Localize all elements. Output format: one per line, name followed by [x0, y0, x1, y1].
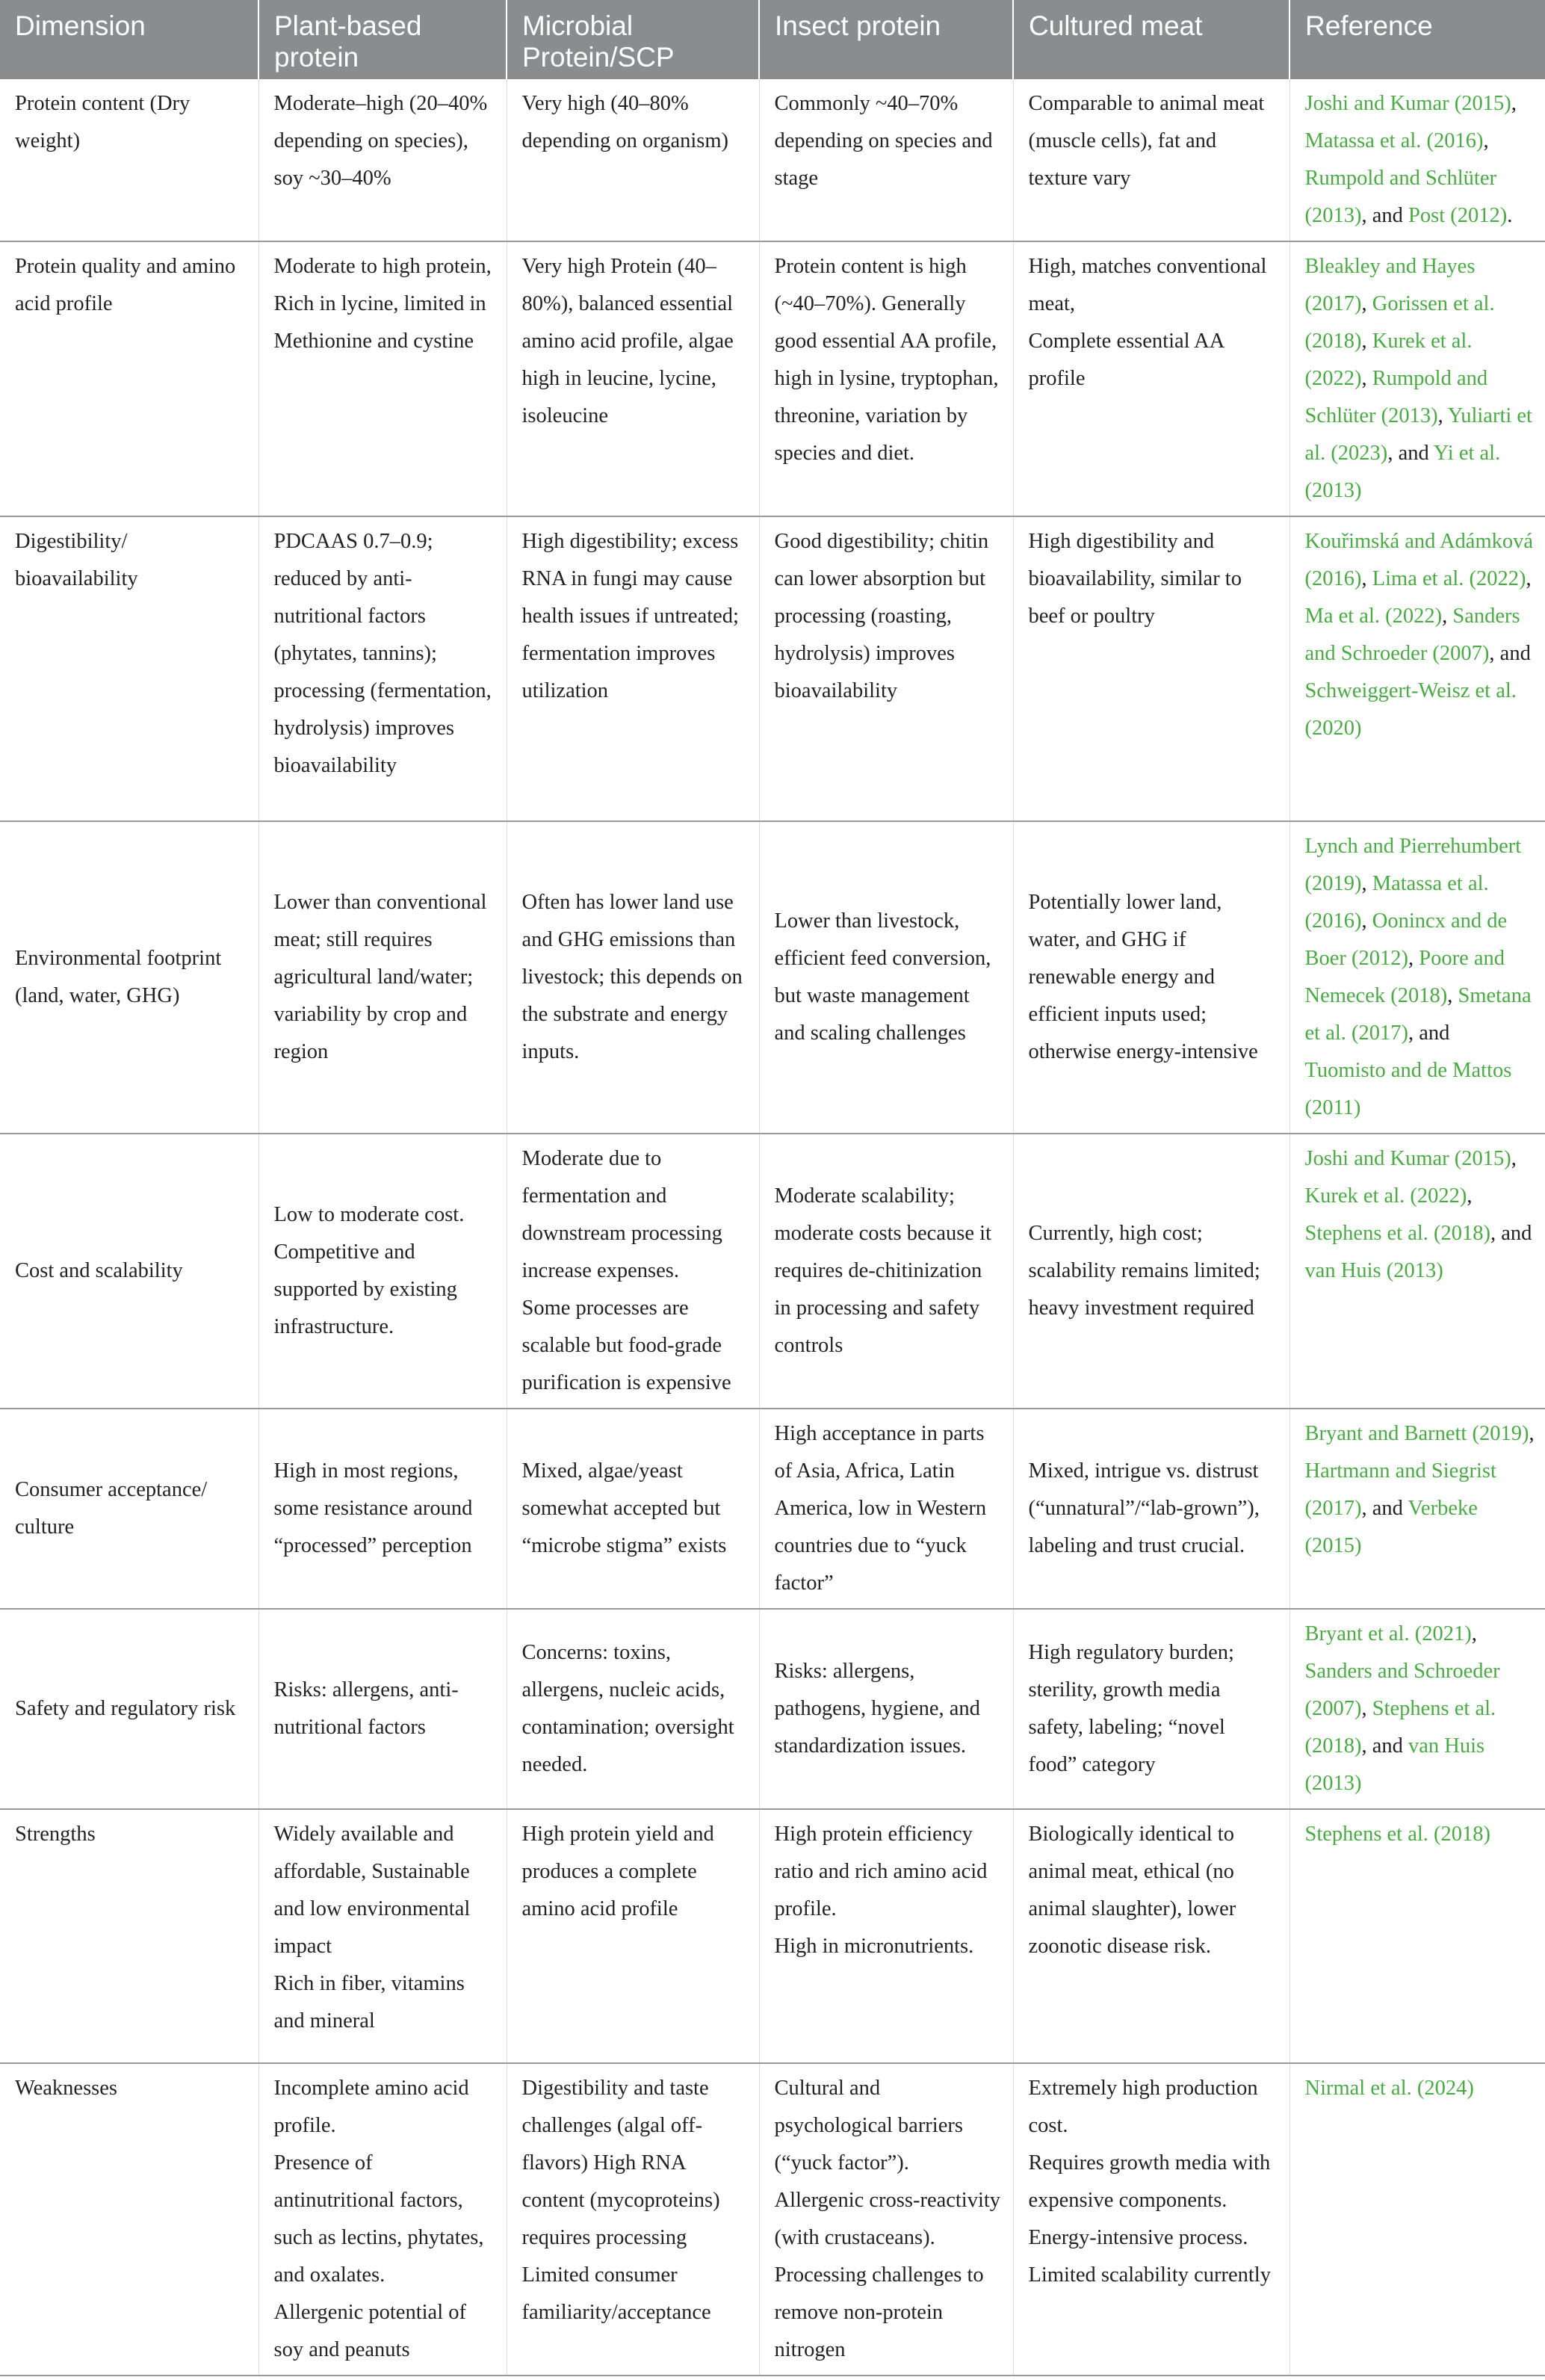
- cell-insect: [759, 516, 1013, 821]
- cell-microbial: [507, 821, 759, 1134]
- reference-link[interactable]: Joshi and Kumar (2015): [1304, 1147, 1511, 1170]
- reference-link[interactable]: Nirmal et al. (2024): [1304, 2077, 1474, 2100]
- reference-separator: ,: [1361, 872, 1372, 895]
- cell-line: High digestibility; excess RNA in fungi may cause health issues if untreated; fermentation improves utilization: [521, 530, 739, 702]
- cell-line: Protein content is high (~40–70%). Generally good essential AA profile, high in lysine, tryptophan, threonine, variation by species and diet.: [774, 255, 999, 465]
- reference-link[interactable]: Yuliarti et al. (2023): [1304, 404, 1532, 465]
- cell-line: Moderate to high protein, Rich in lycine, limited in Methionine and cystine: [273, 255, 492, 353]
- cell-microbial: [507, 241, 759, 516]
- cell-cultured-meat: [1013, 241, 1289, 516]
- cell-reference: [1289, 821, 1545, 1134]
- reference-separator: ,: [1471, 1622, 1477, 1645]
- reference-link[interactable]: Hartmann and Siegrist (2017): [1304, 1459, 1496, 1520]
- reference-link[interactable]: van Huis (2013): [1304, 1734, 1485, 1795]
- reference-separator: , and: [1361, 204, 1409, 227]
- cell-insect: [759, 241, 1013, 516]
- reference-link[interactable]: Stephens et al. (2018): [1304, 1823, 1491, 1846]
- reference-link[interactable]: Lynch and Pierrehumbert (2019): [1304, 835, 1522, 895]
- cell-reference: [1289, 241, 1545, 516]
- reference-link[interactable]: Stephens et al. (2018): [1304, 1222, 1491, 1245]
- header-microbial: Microbial Protein/SCP: [507, 0, 759, 79]
- cell-line: High digestibility and bioavailability, similar to beef or poultry: [1028, 530, 1242, 628]
- reference-link[interactable]: Stephens et al. (2018): [1304, 1697, 1496, 1758]
- cell-line: Strengths: [15, 1823, 96, 1846]
- cell-dimension: [0, 821, 258, 1134]
- reference-separator: , and: [1387, 442, 1434, 465]
- reference-link[interactable]: Verbeke (2015): [1304, 1497, 1478, 1557]
- cell-dimension: [0, 1809, 258, 2063]
- cell-line: Some processes are scalable but food-grade purification is expensive: [521, 1296, 731, 1394]
- reference-link[interactable]: Post (2012): [1408, 204, 1508, 227]
- cell-line: Requires growth media with expensive components.: [1028, 2151, 1271, 2212]
- cell-dimension: [0, 1134, 258, 1409]
- cell-reference: [1289, 1409, 1545, 1609]
- cell-plant-based: [258, 241, 507, 516]
- cell-line: Presence of antinutritional factors, such as lectins, phytates, and oxalates.: [273, 2151, 484, 2287]
- reference-separator: ,: [1361, 292, 1372, 315]
- table-row: [0, 2063, 1545, 2376]
- reference-separator: ,: [1483, 129, 1489, 152]
- header-insect: Insect protein: [759, 0, 1013, 79]
- cell-line: Moderate due to fermentation and downstream processing increase expenses.: [521, 1147, 722, 1282]
- cell-microbial: [507, 2063, 759, 2376]
- cell-line: Weaknesses: [15, 2077, 117, 2100]
- cell-plant-based: [258, 1609, 507, 1809]
- cell-line: High acceptance in parts of Asia, Africa, Latin America, low in Western countries due to “yuck factor”: [774, 1422, 987, 1595]
- reference-link[interactable]: Sanders and Schroeder (2007): [1304, 605, 1520, 665]
- cell-reference: [1289, 516, 1545, 821]
- table-row: [0, 241, 1545, 516]
- cell-line: Protein quality and amino acid profile: [15, 255, 236, 315]
- cell-line: Lower than conventional meat; still requires agricultural land/water; variability by crop and region: [273, 891, 487, 1063]
- reference-link[interactable]: Kurek et al. (2022): [1304, 1184, 1467, 1208]
- cell-cultured-meat: [1013, 1809, 1289, 2063]
- cell-line: Concerns: toxins, allergens, nucleic acids, contamination; oversight needed.: [521, 1641, 734, 1776]
- reference-separator: ,: [1529, 1422, 1535, 1445]
- reference-separator: .: [1507, 204, 1513, 227]
- cell-line: Environmental footprint (land, water, GHG): [15, 947, 222, 1007]
- cell-microbial: [507, 79, 759, 241]
- cell-dimension: [0, 1609, 258, 1809]
- cell-line: High protein yield and produces a complete amino acid profile: [521, 1823, 714, 1920]
- cell-line: Cost and scalability: [15, 1259, 183, 1282]
- cell-line: Complete essential AA profile: [1028, 330, 1224, 390]
- table-row: [0, 821, 1545, 1134]
- cell-line: Cultural and psychological barriers (“yuck factor”).: [774, 2077, 963, 2175]
- reference-link[interactable]: Kouřimská and Adámková (2016): [1304, 530, 1534, 590]
- cell-microbial: [507, 1609, 759, 1809]
- reference-separator: ,: [1526, 567, 1532, 590]
- cell-line: Limited consumer familiarity/acceptance: [521, 2263, 711, 2324]
- reference-link[interactable]: Sanders and Schroeder (2007): [1304, 1660, 1500, 1720]
- reference-separator: ,: [1361, 1697, 1372, 1720]
- table-row: [0, 1609, 1545, 1809]
- cell-line: High protein efficiency ratio and rich amino acid profile.: [774, 1823, 988, 1920]
- reference-link[interactable]: Yi et al. (2013): [1304, 442, 1501, 502]
- cell-line: Currently, high cost; scalability remains limited; heavy investment required: [1028, 1222, 1260, 1320]
- reference-separator: ,: [1437, 404, 1448, 427]
- cell-line: High, matches conventional meat,: [1028, 255, 1267, 315]
- reference-separator: , and: [1490, 1222, 1532, 1245]
- cell-line: Allergenic potential of soy and peanuts: [273, 2301, 466, 2361]
- cell-line: Protein content (Dry weight): [15, 92, 191, 152]
- reference-separator: ,: [1361, 567, 1372, 590]
- cell-line: PDCAAS 0.7–0.9; reduced by anti-nutritional factors (phytates, tannins); processing (fermentation, hydrolysis) improves bioavailability: [273, 530, 492, 777]
- cell-cultured-meat: [1013, 2063, 1289, 2376]
- cell-cultured-meat: [1013, 516, 1289, 821]
- reference-link[interactable]: Rumpold and Schlüter (2013): [1304, 167, 1496, 227]
- header-dimension: Dimension: [0, 0, 258, 79]
- reference-separator: ,: [1511, 1147, 1517, 1170]
- cell-cultured-meat: [1013, 1409, 1289, 1609]
- reference-link[interactable]: Bryant and Barnett (2019): [1304, 1422, 1529, 1445]
- cell-line: Very high (40–80% depending on organism): [521, 92, 729, 152]
- cell-line: Moderate–high (20–40% depending on species), soy ~30–40%: [273, 92, 488, 190]
- cell-line: High in most regions, some resistance around “processed” perception: [273, 1459, 473, 1557]
- cell-line: Risks: allergens, pathogens, hygiene, and standardization issues.: [774, 1660, 980, 1758]
- header-cultured-meat: Cultured meat: [1013, 0, 1289, 79]
- cell-dimension: [0, 2063, 258, 2376]
- cell-line: Good digestibility; chitin can lower absorption but processing (roasting, hydrolysis) improves bioavailability: [774, 530, 989, 702]
- cell-insect: [759, 1409, 1013, 1609]
- cell-line: Moderate scalability; moderate costs because it requires de-chitinization in processing and safety controls: [774, 1184, 991, 1357]
- cell-line: Limited scalability currently: [1028, 2263, 1271, 2287]
- reference-link[interactable]: Matassa et al. (2016): [1304, 872, 1489, 933]
- table-header-row: [0, 0, 1545, 79]
- reference-link[interactable]: Rumpold and Schlüter (2013): [1304, 367, 1488, 427]
- cell-line: High in micronutrients.: [774, 1935, 974, 1958]
- cell-dimension: [0, 1409, 258, 1609]
- cell-line: Digestibility/ bioavailability: [15, 530, 138, 590]
- table-row: [0, 79, 1545, 241]
- table-row: [0, 1134, 1545, 1409]
- cell-dimension: [0, 516, 258, 821]
- cell-plant-based: [258, 516, 507, 821]
- cell-cultured-meat: [1013, 79, 1289, 241]
- cell-reference: [1289, 79, 1545, 241]
- reference-separator: ,: [1361, 330, 1372, 353]
- cell-line: Allergenic cross-reactivity (with crustaceans).: [774, 2189, 1001, 2249]
- table-row: [0, 516, 1545, 821]
- cell-plant-based: [258, 1809, 507, 2063]
- cell-insect: [759, 821, 1013, 1134]
- table-body: [0, 79, 1545, 2376]
- cell-line: Lower than livestock, efficient feed conversion, but waste management and scaling challenges: [774, 909, 991, 1045]
- cell-line: Potentially lower land, water, and GHG if renewable energy and efficient inputs used; otherwise energy-intensive: [1028, 891, 1258, 1063]
- reference-separator: , and: [1361, 1734, 1409, 1758]
- cell-line: Very high Protein (40–80%), balanced essential amino acid profile, algae high in leucine, lycine, isoleucine: [521, 255, 734, 427]
- cell-plant-based: [258, 1134, 507, 1409]
- cell-insect: [759, 1609, 1013, 1809]
- reference-link[interactable]: Bryant et al. (2021): [1304, 1622, 1472, 1645]
- reference-separator: , and: [1361, 1497, 1408, 1520]
- cell-reference: [1289, 1809, 1545, 2063]
- cell-line: Extremely high production cost.: [1028, 2077, 1258, 2137]
- cell-microbial: [507, 1409, 759, 1609]
- reference-link[interactable]: Ma et al. (2022): [1304, 605, 1443, 628]
- header-reference: Reference: [1289, 0, 1545, 79]
- reference-link[interactable]: Smetana et al. (2017): [1304, 984, 1532, 1045]
- cell-plant-based: [258, 821, 507, 1134]
- cell-line: Risks: allergens, anti-nutritional factors: [273, 1678, 459, 1739]
- reference-separator: , and: [1408, 1021, 1450, 1045]
- cell-dimension: [0, 241, 258, 516]
- cell-line: Comparable to animal meat (muscle cells), fat and texture vary: [1028, 92, 1265, 190]
- reference-link[interactable]: Matassa et al. (2016): [1304, 129, 1484, 152]
- cell-line: Processing challenges to remove non-protein nitrogen: [774, 2263, 984, 2361]
- cell-reference: [1289, 2063, 1545, 2376]
- cell-line: Commonly ~40–70% depending on species and stage: [774, 92, 993, 190]
- reference-separator: ,: [1511, 92, 1517, 115]
- reference-link[interactable]: Oonincx and de Boer (2012): [1304, 909, 1508, 970]
- reference-link[interactable]: van Huis (2013): [1304, 1259, 1443, 1282]
- cell-line: Digestibility and taste challenges (algal off-flavors) High RNA content (mycoproteins) requires processing: [521, 2077, 720, 2249]
- cell-plant-based: [258, 79, 507, 241]
- cell-microbial: [507, 516, 759, 821]
- reference-link[interactable]: Kurek et al. (2022): [1304, 330, 1473, 390]
- cell-line: Mixed, algae/yeast somewhat accepted but “microbe stigma” exists: [521, 1459, 727, 1557]
- reference-link[interactable]: Gorissen et al. (2018): [1304, 292, 1495, 353]
- cell-cultured-meat: [1013, 1134, 1289, 1409]
- cell-cultured-meat: [1013, 821, 1289, 1134]
- reference-link[interactable]: Schweiggert-Weisz et al. (2020): [1304, 679, 1517, 740]
- reference-separator: ,: [1361, 367, 1372, 390]
- cell-insect: [759, 1809, 1013, 2063]
- cell-plant-based: [258, 1409, 507, 1609]
- cell-cultured-meat: [1013, 1609, 1289, 1809]
- cell-insect: [759, 79, 1013, 241]
- table-row: [0, 1409, 1545, 1609]
- cell-line: Rich in fiber, vitamins and mineral: [273, 1972, 465, 2033]
- table-row: [0, 1809, 1545, 2063]
- reference-separator: , and: [1489, 642, 1531, 665]
- reference-link[interactable]: Bleakley and Hayes (2017): [1304, 255, 1476, 315]
- cell-insect: [759, 2063, 1013, 2376]
- cell-line: Often has lower land use and GHG emissions than livestock; this depends on the substrate and energy inputs.: [521, 891, 743, 1063]
- reference-separator: ,: [1408, 947, 1419, 970]
- reference-separator: ,: [1442, 605, 1453, 628]
- cell-line: Low to moderate cost. Competitive and supported by existing infrastructure.: [273, 1203, 465, 1338]
- reference-separator: ,: [1467, 1184, 1473, 1208]
- reference-separator: ,: [1447, 984, 1458, 1007]
- cell-dimension: [0, 79, 258, 241]
- cell-line: Incomplete amino acid profile.: [273, 2077, 469, 2137]
- reference-link[interactable]: Tuomisto and de Mattos (2011): [1304, 1059, 1512, 1119]
- cell-line: Biologically identical to animal meat, ethical (no animal slaughter), lower zoonotic disease risk.: [1028, 1823, 1236, 1958]
- cell-microbial: [507, 1134, 759, 1409]
- cell-line: Safety and regulatory risk: [15, 1697, 236, 1720]
- cell-plant-based: [258, 2063, 507, 2376]
- cell-line: Energy-intensive process.: [1028, 2226, 1248, 2249]
- cell-line: Widely available and affordable, Sustainable and low environmental impact: [273, 1823, 471, 1958]
- cell-insect: [759, 1134, 1013, 1409]
- reference-separator: ,: [1361, 909, 1372, 933]
- reference-link[interactable]: Joshi and Kumar (2015): [1304, 92, 1511, 115]
- cell-microbial: [507, 1809, 759, 2063]
- cell-line: Mixed, intrigue vs. distrust (“unnatural”/“lab-grown”), labeling and trust crucial.: [1028, 1459, 1260, 1557]
- cell-line: High regulatory burden; sterility, growth media safety, labeling; “novel food” category: [1028, 1641, 1234, 1776]
- cell-reference: [1289, 1134, 1545, 1409]
- cell-line: Consumer acceptance/ culture: [15, 1478, 208, 1539]
- reference-link[interactable]: Poore and Nemecek (2018): [1304, 947, 1505, 1007]
- reference-link[interactable]: Lima et al. (2022): [1372, 567, 1526, 590]
- header-plant-based: Plant-based protein: [258, 0, 507, 79]
- cell-reference: [1289, 1609, 1545, 1809]
